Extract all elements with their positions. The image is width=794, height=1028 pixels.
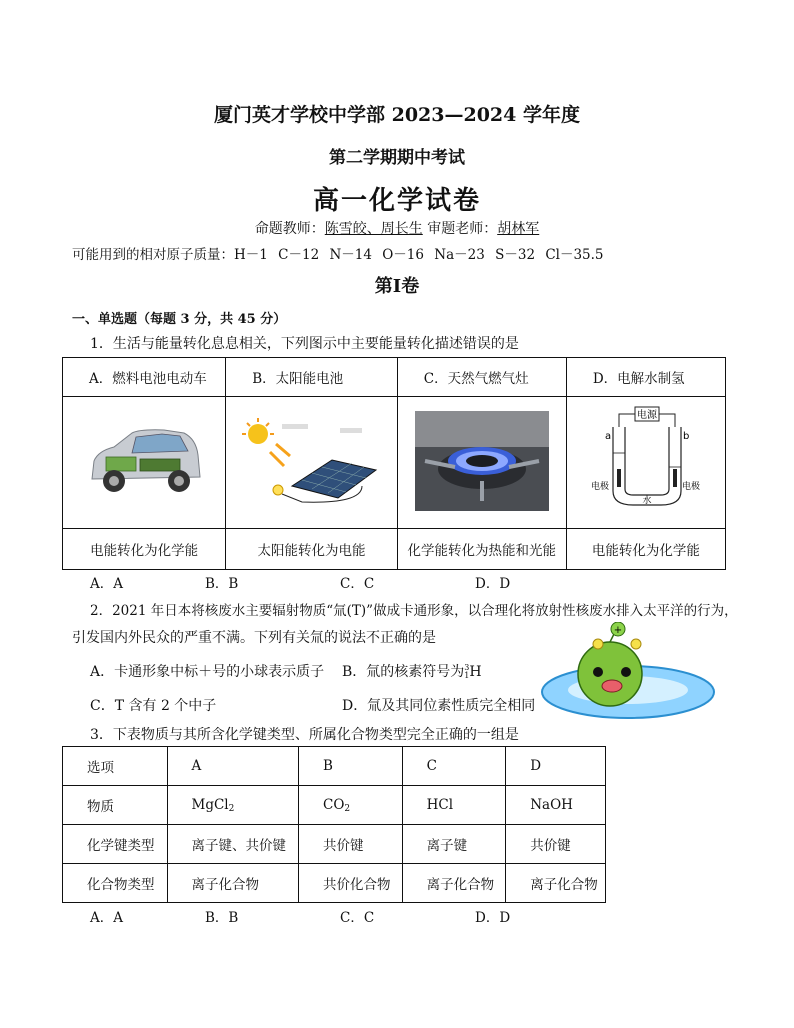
reviewer: 胡林军	[497, 221, 540, 237]
setters: 陈雪皎、周长生	[324, 221, 423, 237]
q3-subscript-co: 2	[344, 803, 351, 814]
q3-cell-co2	[299, 786, 403, 825]
svg-text:+: +	[613, 625, 623, 636]
q3-choice-a: A．A	[90, 910, 123, 926]
q2-stem-line1: 2．2021 年日本将核废水主要辐射物质“氚(T)”做成卡通形象，以合理化将放射性核废水排入太平洋的行为，	[90, 603, 738, 619]
q1-image-cell-b	[226, 397, 398, 529]
electrode-left-label: 电极	[590, 481, 609, 492]
terminal-b-label: b	[682, 430, 690, 442]
q1-stem: 1．生活与能量转化息息相关，下列图示中主要能量转化描述错误的是	[90, 336, 519, 352]
q1-choice-c: C．C	[340, 576, 375, 592]
q3-cell: C	[402, 747, 506, 786]
q3-cell: 共价键	[506, 825, 606, 864]
tritium-cartoon-image	[528, 622, 718, 722]
q3-formula-co: CO	[323, 796, 345, 813]
q1-header-a: A．燃料电池电动车	[63, 358, 226, 397]
q3-cell: HCl	[402, 786, 506, 825]
power-label: 电源	[636, 409, 657, 421]
q3-cell: 离子键	[402, 825, 506, 864]
q3-cell: 选项	[63, 747, 168, 786]
term-title: 第二学期期中考试	[329, 148, 465, 168]
q1-image-cell-c	[397, 397, 566, 529]
q2-mass-number: 3	[464, 663, 470, 672]
q3-cell: B	[299, 747, 403, 786]
q2-option-b	[342, 661, 482, 681]
fuel-cell-car-image	[84, 421, 204, 501]
q3-cell: A	[167, 747, 299, 786]
q2-symbol: H	[469, 664, 482, 680]
q2-option-c: C．T 含有 2 个中子	[90, 698, 217, 714]
q3-table	[62, 746, 606, 903]
q3-cell: 共价化合物	[299, 864, 403, 903]
q1-table	[62, 357, 726, 570]
setter-label: 命题教师：	[254, 221, 325, 237]
q1-header-c: C．天然气燃气灶	[397, 358, 566, 397]
q3-cell: 物质	[63, 786, 168, 825]
setters-line	[0, 218, 794, 238]
q3-cell: 共价键	[299, 825, 403, 864]
volume-title: 第Ⅰ卷	[374, 276, 420, 297]
school-title: 厦门英才学校中学部 2023—2024 学年度	[214, 104, 580, 126]
q1-header-d: D．电解水制氢	[566, 358, 725, 397]
q2-option-d: D．氚及其同位素性质完全相同	[342, 698, 536, 714]
electrode-right-label: 电极	[681, 481, 700, 492]
q3-stem: 3．下表物质与其所含化学键类型、所属化合物类型完全正确的一组是	[90, 727, 519, 743]
q3-cell-mgcl2	[167, 786, 299, 825]
q3-choice-c: C．C	[340, 910, 375, 926]
paper-title: 高一化学试卷	[312, 186, 481, 216]
q1-header-b: B．太阳能电池	[226, 358, 398, 397]
water-label: 水	[642, 495, 652, 506]
q2-option-b-text: B．氚的核素符号为	[342, 664, 465, 680]
q1-image-cell-a	[63, 397, 226, 529]
q1-choice-a: A．A	[90, 576, 123, 592]
q3-cell: D	[506, 747, 606, 786]
q3-formula-mgcl: MgCl	[191, 796, 229, 813]
q3-cell: 离子化合物	[506, 864, 606, 903]
q2-atomic-number: 1	[464, 671, 470, 680]
atomic-masses: 可能用到的相对原子质量：H－1 C－12 N－14 O－16 Na－23 S－32 Cl－35.5	[72, 247, 604, 263]
reviewer-label: 审题老师：	[422, 221, 498, 237]
q3-cell: 离子化合物	[167, 864, 299, 903]
q3-choice-b: B．B	[205, 910, 239, 926]
section-title: 一、单选题（每题 3 分，共 45 分）	[72, 312, 287, 327]
q2-stem-line2: 引发国内外民众的严重不满。下列有关氚的说法不正确的是	[72, 630, 436, 646]
q1-choice-b: B．B	[205, 576, 239, 592]
q1-image-cell-d	[566, 397, 725, 529]
q1-desc-d: 电能转化为化学能	[566, 529, 725, 570]
q3-cell: 化学键类型	[63, 825, 168, 864]
q3-cell: NaOH	[506, 786, 606, 825]
gas-stove-image	[415, 411, 549, 511]
electrolysis-diagram	[591, 405, 701, 517]
terminal-a-label: a	[604, 430, 612, 442]
q3-subscript-mgcl: 2	[228, 803, 235, 814]
q3-cell: 离子键、共价键	[167, 825, 299, 864]
q1-desc-b: 太阳能转化为电能	[226, 529, 398, 570]
solar-panel-image	[242, 416, 382, 506]
q1-desc-a: 电能转化为化学能	[63, 529, 226, 570]
q3-cell: 离子化合物	[402, 864, 506, 903]
q1-choice-d: D．D	[475, 576, 511, 592]
q1-desc-c: 化学能转化为热能和光能	[397, 529, 566, 570]
q3-choice-d: D．D	[475, 910, 511, 926]
q3-cell: 化合物类型	[63, 864, 168, 903]
q2-option-a: A．卡通形象中标＋号的小球表示质子	[90, 664, 325, 680]
